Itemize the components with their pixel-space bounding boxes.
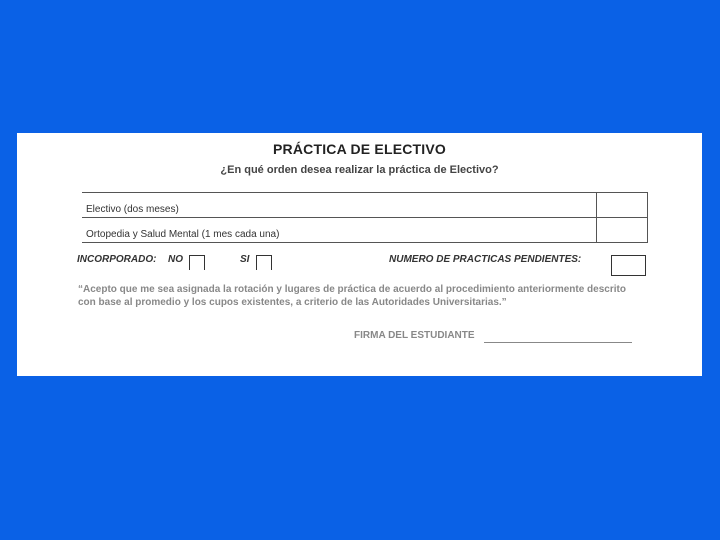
option-label: Electivo (dos meses) xyxy=(86,204,179,215)
si-checkbox[interactable] xyxy=(256,255,272,270)
option-row-electivo xyxy=(82,193,648,218)
options-table xyxy=(82,192,648,243)
no-checkbox[interactable] xyxy=(189,255,205,270)
form-title: PRÁCTICA DE ELECTIVO xyxy=(272,141,447,157)
incorporado-label: INCORPORADO: xyxy=(77,254,157,265)
acceptance-statement: “Acepto que me sea asignada la rotación y lugares de práctica de acuerdo al procedimiento anteriormente descrito con base al promedio y los cupos existentes, a criterio de las Autoridades Universitarias.” xyxy=(78,284,626,308)
option-row-ortopedia xyxy=(82,218,648,242)
order-input-box[interactable] xyxy=(596,218,648,242)
form-question: ¿En qué orden desea realizar la práctica de Electivo? xyxy=(220,164,499,176)
pendientes-label: NUMERO DE PRACTICAS PENDIENTES: xyxy=(389,254,582,265)
signature-label: FIRMA DEL ESTUDIANTE xyxy=(354,330,475,341)
si-label: SI xyxy=(240,254,250,265)
no-label: NO xyxy=(168,254,183,265)
signature-line[interactable] xyxy=(484,342,632,343)
pendientes-input-box[interactable] xyxy=(611,255,646,276)
electivo-form xyxy=(17,133,702,376)
order-input-box[interactable] xyxy=(596,193,648,217)
option-label: Ortopedia y Salud Mental (1 mes cada una) xyxy=(86,229,280,240)
